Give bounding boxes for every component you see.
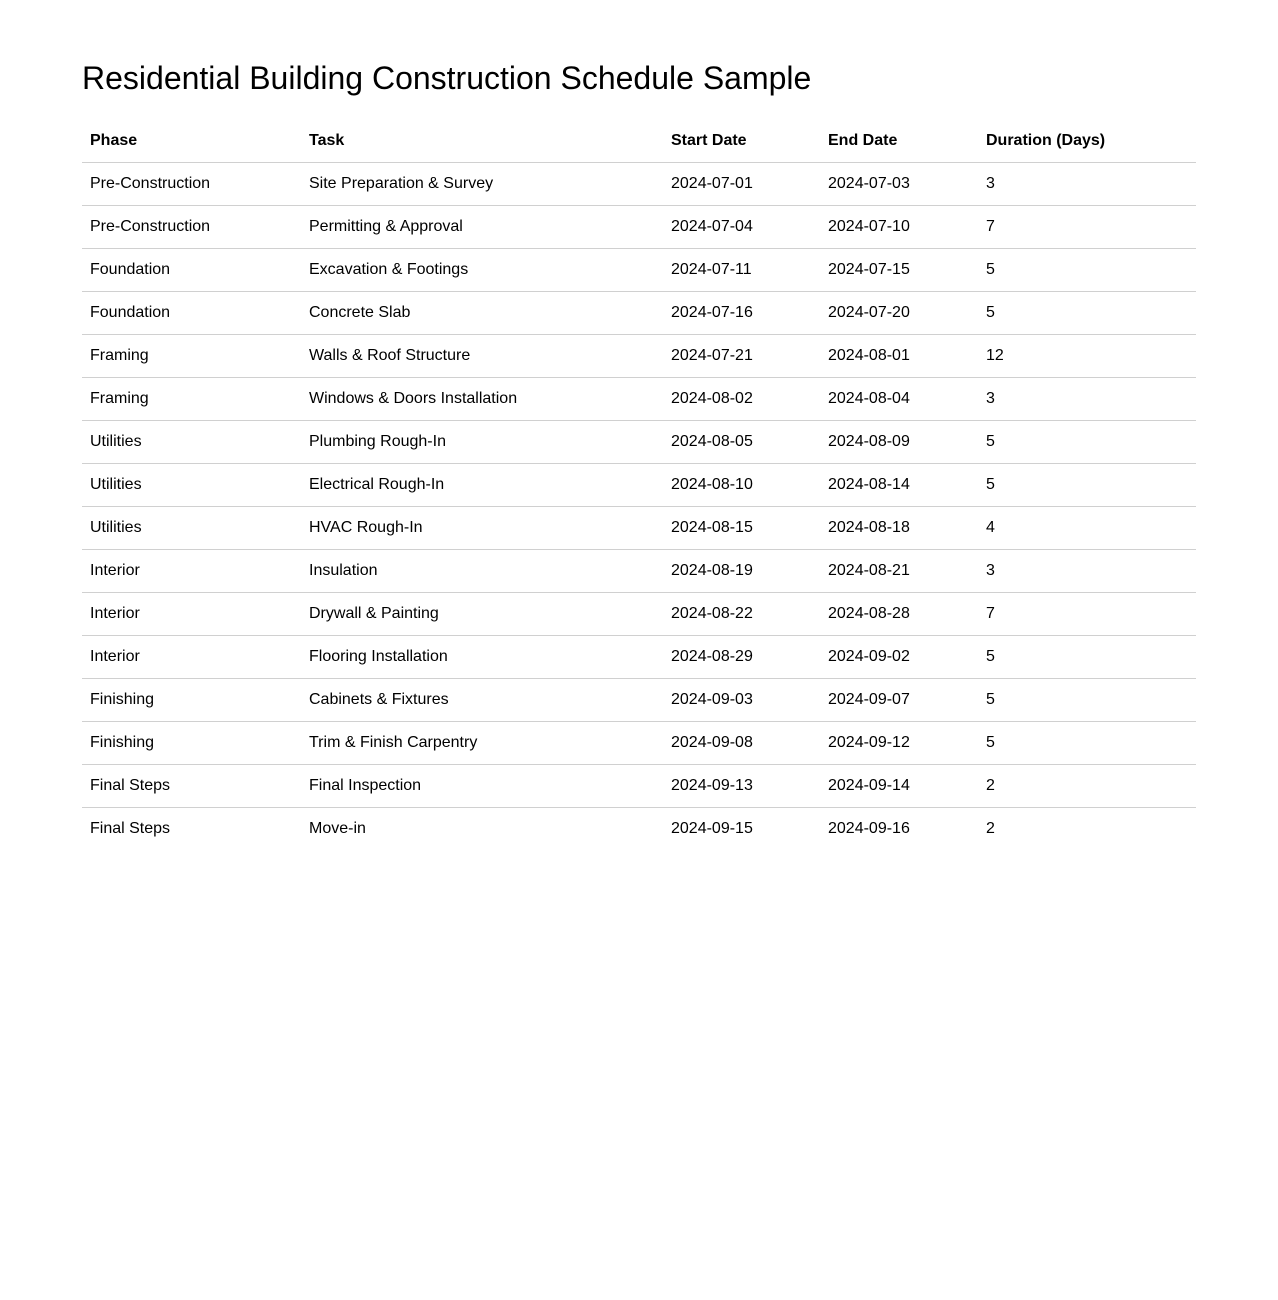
cell-end-date: 2024-08-14 [820,464,978,507]
cell-start-date: 2024-08-29 [663,636,820,679]
table-row [82,249,1196,292]
cell-phase: Interior [82,593,301,636]
table-row [82,421,1196,464]
cell-phase: Pre-Construction [82,206,301,249]
cell-phase: Framing [82,378,301,421]
header-duration: Duration (Days) [978,120,1196,163]
cell-end-date: 2024-09-16 [828,820,910,837]
cell-end-date: 2024-09-02 [820,636,978,679]
cell-start-date: 2024-07-04 [663,206,820,249]
cell-end-date: 2024-08-18 [820,507,978,550]
cell-phase: Final Steps [90,820,171,837]
cell-duration: 5 [978,292,1196,335]
cell-task: Final Inspection [301,765,663,808]
cell-start-date: 2024-08-15 [663,507,820,550]
header-end-date: End Date [820,120,978,163]
cell-start-date: 2024-08-19 [663,550,820,593]
cell-task: Cabinets & Fixtures [301,679,663,722]
cell-start-date: 2024-09-13 [663,765,820,808]
document [82,56,1196,850]
cell-phase: Utilities [82,421,301,464]
header-task: Task [301,120,663,163]
cell-phase: Foundation [82,249,301,292]
cell-end-date: 2024-08-01 [820,335,978,378]
cell-duration: 2 [978,765,1196,808]
cell-start-date: 2024-09-15 [671,820,753,837]
cell-task: HVAC Rough-In [301,507,663,550]
cell-duration: 5 [978,249,1196,292]
table-row [82,335,1196,378]
cell-duration: 5 [978,722,1196,765]
cell-task: Concrete Slab [301,292,663,335]
cell-end-date: 2024-09-07 [820,679,978,722]
cell-phase: Final Steps [82,765,301,808]
cell-duration: 3 [978,550,1196,593]
cell-phase: Framing [82,335,301,378]
cell-end-date: 2024-07-10 [820,206,978,249]
cell-start-date: 2024-08-10 [663,464,820,507]
cell-duration: 5 [978,421,1196,464]
cell-duration: 3 [978,378,1196,421]
table-row [82,765,1196,808]
cell-end-date: 2024-08-28 [820,593,978,636]
cell-duration: 5 [978,679,1196,722]
header-start-date: Start Date [663,120,820,163]
cell-phase: Interior [82,636,301,679]
table-header-row [82,120,1196,163]
table-row [82,593,1196,636]
cell-duration: 12 [978,335,1196,378]
table-row [82,636,1196,679]
cell-task: Trim & Finish Carpentry [301,722,663,765]
cell-phase: Finishing [82,679,301,722]
cell-end-date: 2024-09-14 [820,765,978,808]
table-row [82,464,1196,507]
cell-duration: 7 [978,206,1196,249]
cell-duration: 2 [986,820,995,837]
cell-start-date: 2024-07-01 [663,163,820,206]
schedule-table [82,120,1196,850]
cell-duration: 4 [978,507,1196,550]
table-row [82,507,1196,550]
table-row [82,163,1196,206]
cell-start-date: 2024-08-02 [663,378,820,421]
cell-task: Move-in [309,820,366,837]
cell-task: Windows & Doors Installation [301,378,663,421]
table-row [82,808,1196,851]
cell-phase: Utilities [82,507,301,550]
cell-duration: 7 [978,593,1196,636]
cell-task: Site Preparation & Survey [301,163,663,206]
cell-phase: Pre-Construction [82,163,301,206]
cell-end-date: 2024-07-15 [820,249,978,292]
cell-task: Walls & Roof Structure [301,335,663,378]
cell-duration: 5 [978,636,1196,679]
table-row [82,679,1196,722]
table-body [82,163,1196,851]
cell-end-date: 2024-08-04 [820,378,978,421]
cell-task: Plumbing Rough-In [301,421,663,464]
cell-duration: 5 [978,464,1196,507]
cell-end-date: 2024-08-21 [820,550,978,593]
cell-phase: Foundation [82,292,301,335]
cell-task: Permitting & Approval [301,206,663,249]
cell-start-date: 2024-08-22 [663,593,820,636]
cell-end-date: 2024-08-09 [820,421,978,464]
cell-phase: Finishing [82,722,301,765]
table-row [82,292,1196,335]
cell-start-date: 2024-07-16 [663,292,820,335]
header-phase: Phase [82,120,301,163]
cell-start-date: 2024-07-21 [663,335,820,378]
cell-phase: Interior [82,550,301,593]
cell-task: Drywall & Painting [301,593,663,636]
table-row [82,206,1196,249]
cell-start-date: 2024-08-05 [663,421,820,464]
cell-duration: 3 [978,163,1196,206]
page-title: Residential Building Construction Schedule Sample [82,60,812,96]
cell-task: Electrical Rough-In [301,464,663,507]
cell-task: Excavation & Footings [301,249,663,292]
cell-start-date: 2024-07-11 [663,249,820,292]
cell-task: Flooring Installation [301,636,663,679]
cell-end-date: 2024-07-03 [820,163,978,206]
cell-start-date: 2024-09-08 [663,722,820,765]
cell-end-date: 2024-09-12 [820,722,978,765]
cell-task: Insulation [301,550,663,593]
table-row [82,550,1196,593]
table-row [82,378,1196,421]
table-row [82,722,1196,765]
cell-end-date: 2024-07-20 [820,292,978,335]
cell-phase: Utilities [82,464,301,507]
cell-start-date: 2024-09-03 [663,679,820,722]
